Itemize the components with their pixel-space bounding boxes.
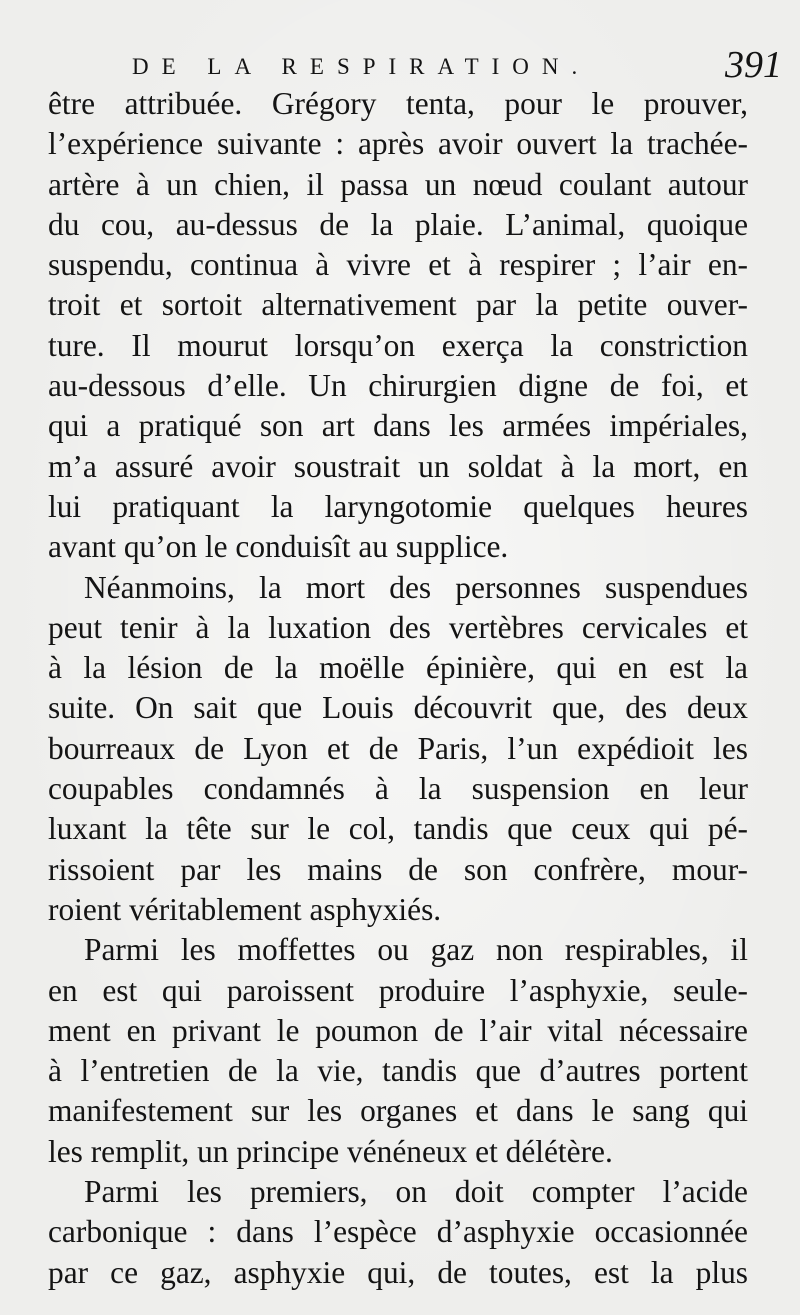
text-line: qui a pratiqué son art dans les armées impériales,	[48, 408, 748, 444]
text-line: avant qu’on le conduisît au supplice.	[48, 529, 509, 565]
text-line: m’a assuré avoir soustrait un soldat à la mort, en	[48, 448, 748, 484]
text-line: rissoient par les mains de son confrère, mour-	[48, 851, 748, 887]
text-line: à l’entretien de la vie, tandis que d’autres portent	[48, 1053, 748, 1089]
body-text	[48, 84, 748, 1293]
paragraph-first-line: Parmi les premiers, on doit compter l’acide	[84, 1174, 748, 1210]
text-line: peut tenir à la luxation des vertèbres cervicales et	[48, 609, 748, 645]
text-line: bourreaux de Lyon et de Paris, l’un expédioit les	[48, 730, 748, 766]
text-line: au-dessous d’elle. Un chirurgien digne de foi, et	[48, 368, 748, 404]
text-line: artère à un chien, il passa un nœud coulant autour	[48, 166, 748, 202]
text-line: luxant la tête sur le col, tandis que ceux qui pé-	[48, 811, 748, 847]
text-line: du cou, au-dessus de la plaie. L’animal, quoique	[48, 206, 748, 242]
page-number: 391	[725, 44, 782, 86]
text-line: carbonique : dans l’espèce d’asphyxie occasionnée	[48, 1214, 748, 1250]
text-line: en est qui paroissent produire l’asphyxie, seule-	[48, 972, 748, 1008]
text-line: manifestement sur les organes et dans le sang qui	[48, 1093, 748, 1129]
text-line: roient véritablement asphyxiés.	[48, 891, 442, 927]
text-line: suspendu, continua à vivre et à respirer ; l’air en-	[48, 247, 748, 283]
text-line: être attribuée. Grégory tenta, pour le prouver,	[48, 86, 748, 121]
text-line: suite. On sait que Louis découvrit que, des deux	[48, 690, 748, 726]
running-title: DE LA RESPIRATION.	[132, 54, 591, 79]
text-line: ment en privant le poumon de l’air vital nécessaire	[48, 1012, 748, 1048]
text-line: les remplit, un principe vénéneux et délétère.	[48, 1133, 613, 1169]
text-line: troit et sortoit alternativement par la petite ouver-	[48, 287, 748, 323]
text-line: à la lésion de la moëlle épinière, qui en est la	[48, 650, 748, 686]
text-line: par ce gaz, asphyxie qui, de toutes, est la plus	[48, 1254, 748, 1290]
text-line: coupables condamnés à la suspension en leur	[48, 771, 748, 807]
text-line: l’expérience suivante : après avoir ouvert la trachée-	[48, 126, 748, 162]
paragraph-first-line: Parmi les moffettes ou gaz non respirables, il	[84, 932, 748, 968]
paragraph-first-line: Néanmoins, la mort des personnes suspendues	[84, 569, 748, 605]
text-line: lui pratiquant la laryngotomie quelques heures	[48, 488, 748, 524]
text-line: ture. Il mourut lorsqu’on exerça la constriction	[48, 327, 748, 363]
